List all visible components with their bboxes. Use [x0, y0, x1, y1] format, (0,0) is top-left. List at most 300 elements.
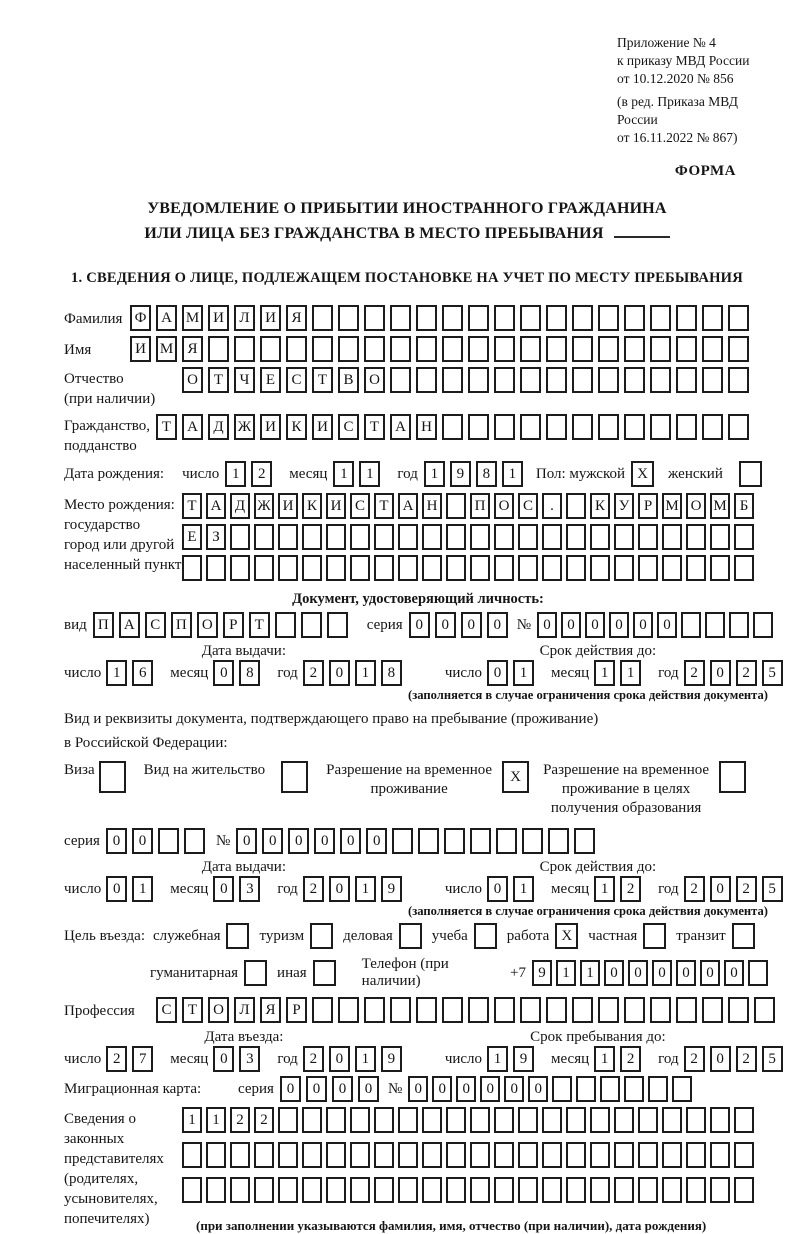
form-cell[interactable] [710, 555, 730, 581]
form-cell[interactable]: С [338, 414, 359, 440]
form-cell[interactable] [638, 555, 658, 581]
form-cell[interactable] [734, 1107, 754, 1133]
form-cell[interactable] [278, 524, 298, 550]
form-cell[interactable] [548, 828, 569, 854]
form-cell[interactable]: 2 [303, 876, 324, 902]
form-cell[interactable]: И [260, 414, 281, 440]
form-cell[interactable]: 0 [528, 1076, 548, 1102]
form-cell[interactable]: 0 [262, 828, 283, 854]
form-cell[interactable] [230, 1177, 250, 1203]
form-cell[interactable]: Д [208, 414, 229, 440]
form-cell[interactable] [686, 1177, 706, 1203]
form-cell[interactable] [662, 1107, 682, 1133]
form-cell[interactable] [598, 336, 619, 362]
form-cell[interactable]: 0 [340, 828, 361, 854]
form-cell[interactable] [312, 997, 333, 1023]
form-cell[interactable] [301, 612, 322, 638]
form-cell[interactable] [350, 1107, 370, 1133]
form-cell[interactable] [672, 1076, 692, 1102]
form-cell[interactable] [686, 524, 706, 550]
form-cell[interactable] [374, 1142, 394, 1168]
form-cell[interactable] [552, 1076, 572, 1102]
form-cell[interactable]: 3 [239, 876, 260, 902]
form-cell[interactable] [182, 1142, 202, 1168]
form-cell[interactable]: 2 [736, 876, 757, 902]
form-cell[interactable]: Н [422, 493, 442, 519]
form-cell[interactable] [518, 1107, 538, 1133]
form-cell[interactable]: Р [286, 997, 307, 1023]
purpose-work-checkbox[interactable]: X [555, 923, 578, 949]
form-cell[interactable] [398, 524, 418, 550]
form-cell[interactable] [442, 336, 463, 362]
form-cell[interactable] [518, 1142, 538, 1168]
form-cell[interactable] [494, 555, 514, 581]
form-cell[interactable]: Я [182, 336, 203, 362]
form-cell[interactable] [662, 524, 682, 550]
form-cell[interactable]: 1 [580, 960, 600, 986]
form-cell[interactable]: Д [230, 493, 250, 519]
form-cell[interactable]: 0 [435, 612, 456, 638]
form-cell[interactable] [350, 555, 370, 581]
form-cell[interactable]: И [278, 493, 298, 519]
form-cell[interactable]: 2 [684, 1046, 705, 1072]
form-cell[interactable]: 0 [710, 876, 731, 902]
form-cell[interactable] [590, 524, 610, 550]
sex-female-checkbox[interactable] [739, 461, 762, 487]
form-cell[interactable] [590, 1107, 610, 1133]
form-cell[interactable]: С [145, 612, 166, 638]
form-cell[interactable] [650, 414, 671, 440]
form-cell[interactable] [734, 1177, 754, 1203]
form-cell[interactable] [364, 997, 385, 1023]
form-cell[interactable]: Е [260, 367, 281, 393]
form-cell[interactable] [546, 305, 567, 331]
form-cell[interactable]: 0 [314, 828, 335, 854]
form-cell[interactable]: 1 [594, 660, 615, 686]
form-cell[interactable]: 5 [762, 1046, 783, 1072]
form-cell[interactable]: 2 [736, 660, 757, 686]
form-cell[interactable] [710, 524, 730, 550]
form-cell[interactable]: С [286, 367, 307, 393]
form-cell[interactable] [614, 1177, 634, 1203]
form-cell[interactable]: 1 [556, 960, 576, 986]
form-cell[interactable]: П [93, 612, 114, 638]
form-cell[interactable] [520, 414, 541, 440]
form-cell[interactable] [278, 555, 298, 581]
form-cell[interactable]: 1 [502, 461, 523, 487]
form-cell[interactable]: М [710, 493, 730, 519]
form-cell[interactable]: 2 [106, 1046, 127, 1072]
form-cell[interactable] [702, 305, 723, 331]
form-cell[interactable] [312, 305, 333, 331]
form-cell[interactable]: 0 [329, 876, 350, 902]
form-cell[interactable] [494, 1107, 514, 1133]
form-cell[interactable]: 1 [620, 660, 641, 686]
form-cell[interactable] [416, 367, 437, 393]
form-cell[interactable] [728, 414, 749, 440]
form-cell[interactable] [422, 555, 442, 581]
form-cell[interactable]: 0 [456, 1076, 476, 1102]
form-cell[interactable] [278, 1142, 298, 1168]
form-cell[interactable] [392, 828, 413, 854]
form-cell[interactable] [302, 1177, 322, 1203]
form-cell[interactable]: 0 [487, 612, 508, 638]
form-cell[interactable] [590, 555, 610, 581]
form-cell[interactable] [572, 414, 593, 440]
form-cell[interactable] [422, 524, 442, 550]
form-cell[interactable] [522, 828, 543, 854]
form-cell[interactable] [184, 828, 205, 854]
form-cell[interactable] [566, 493, 586, 519]
form-cell[interactable] [364, 305, 385, 331]
form-cell[interactable]: 9 [381, 876, 402, 902]
form-cell[interactable]: 0 [487, 660, 508, 686]
form-cell[interactable] [710, 1142, 730, 1168]
form-cell[interactable] [206, 1177, 226, 1203]
form-cell[interactable]: М [156, 336, 177, 362]
form-cell[interactable]: 9 [450, 461, 471, 487]
form-cell[interactable]: 0 [710, 660, 731, 686]
form-cell[interactable]: В [338, 367, 359, 393]
form-cell[interactable]: 0 [132, 828, 153, 854]
form-cell[interactable]: З [206, 524, 226, 550]
form-cell[interactable] [374, 555, 394, 581]
form-cell[interactable]: 0 [700, 960, 720, 986]
form-cell[interactable] [542, 524, 562, 550]
purpose-tourism-checkbox[interactable] [310, 923, 333, 949]
form-cell[interactable]: 0 [537, 612, 557, 638]
form-cell[interactable] [206, 555, 226, 581]
form-cell[interactable]: 1 [424, 461, 445, 487]
form-cell[interactable]: 1 [355, 876, 376, 902]
form-cell[interactable]: 1 [355, 1046, 376, 1072]
form-cell[interactable] [686, 1107, 706, 1133]
form-cell[interactable] [338, 997, 359, 1023]
form-cell[interactable] [468, 367, 489, 393]
form-cell[interactable] [374, 1107, 394, 1133]
form-cell[interactable]: Ж [254, 493, 274, 519]
form-cell[interactable]: О [182, 367, 203, 393]
form-cell[interactable] [705, 612, 725, 638]
form-cell[interactable]: 0 [504, 1076, 524, 1102]
form-cell[interactable] [230, 555, 250, 581]
form-cell[interactable]: 2 [620, 876, 641, 902]
form-cell[interactable]: 0 [236, 828, 257, 854]
form-cell[interactable]: 0 [306, 1076, 327, 1102]
form-cell[interactable]: Е [182, 524, 202, 550]
form-cell[interactable] [662, 1142, 682, 1168]
form-cell[interactable] [278, 1177, 298, 1203]
form-cell[interactable] [234, 336, 255, 362]
form-cell[interactable]: 2 [254, 1107, 274, 1133]
form-cell[interactable] [546, 414, 567, 440]
form-cell[interactable]: 1 [487, 1046, 508, 1072]
form-cell[interactable] [364, 336, 385, 362]
form-cell[interactable]: П [171, 612, 192, 638]
form-cell[interactable] [566, 524, 586, 550]
form-cell[interactable] [286, 336, 307, 362]
form-cell[interactable]: К [286, 414, 307, 440]
form-cell[interactable] [546, 336, 567, 362]
form-cell[interactable]: 6 [132, 660, 153, 686]
form-cell[interactable] [275, 612, 296, 638]
form-cell[interactable]: Я [260, 997, 281, 1023]
form-cell[interactable]: Я [286, 305, 307, 331]
form-cell[interactable] [468, 336, 489, 362]
form-cell[interactable] [676, 414, 697, 440]
form-cell[interactable]: 0 [561, 612, 581, 638]
form-cell[interactable] [590, 1177, 610, 1203]
form-cell[interactable] [518, 1177, 538, 1203]
form-cell[interactable]: 8 [476, 461, 497, 487]
form-cell[interactable] [468, 414, 489, 440]
form-cell[interactable]: Т [208, 367, 229, 393]
form-cell[interactable] [638, 1177, 658, 1203]
form-cell[interactable] [681, 612, 701, 638]
form-cell[interactable] [566, 555, 586, 581]
form-cell[interactable] [444, 828, 465, 854]
form-cell[interactable] [416, 305, 437, 331]
form-cell[interactable] [312, 336, 333, 362]
form-cell[interactable] [598, 997, 619, 1023]
form-cell[interactable]: 0 [106, 876, 127, 902]
form-cell[interactable]: 0 [652, 960, 672, 986]
form-cell[interactable] [614, 1142, 634, 1168]
form-cell[interactable] [734, 1142, 754, 1168]
form-cell[interactable]: 0 [657, 612, 677, 638]
form-cell[interactable] [182, 1177, 202, 1203]
form-cell[interactable] [302, 1107, 322, 1133]
form-cell[interactable] [546, 997, 567, 1023]
form-cell[interactable] [702, 997, 723, 1023]
form-cell[interactable]: 5 [762, 660, 783, 686]
form-cell[interactable]: 9 [381, 1046, 402, 1072]
form-cell[interactable] [326, 1177, 346, 1203]
form-cell[interactable]: 0 [366, 828, 387, 854]
form-cell[interactable]: 1 [594, 876, 615, 902]
form-cell[interactable]: 5 [762, 876, 783, 902]
form-cell[interactable]: Т [156, 414, 177, 440]
rvp-education-checkbox[interactable] [719, 761, 746, 793]
form-cell[interactable] [542, 1177, 562, 1203]
form-cell[interactable] [676, 305, 697, 331]
form-cell[interactable]: 9 [532, 960, 552, 986]
form-cell[interactable]: С [518, 493, 538, 519]
form-cell[interactable] [278, 1107, 298, 1133]
form-cell[interactable] [542, 1107, 562, 1133]
form-cell[interactable] [728, 336, 749, 362]
form-cell[interactable]: Т [312, 367, 333, 393]
purpose-private-checkbox[interactable] [643, 923, 666, 949]
form-cell[interactable]: 2 [684, 876, 705, 902]
form-cell[interactable]: 0 [461, 612, 482, 638]
form-cell[interactable]: Л [234, 997, 255, 1023]
form-cell[interactable] [638, 524, 658, 550]
form-cell[interactable] [470, 555, 490, 581]
form-cell[interactable] [446, 493, 466, 519]
form-cell[interactable] [494, 414, 515, 440]
form-cell[interactable] [446, 524, 466, 550]
form-cell[interactable] [470, 1177, 490, 1203]
form-cell[interactable] [728, 305, 749, 331]
form-cell[interactable]: 0 [213, 660, 234, 686]
form-cell[interactable]: 0 [710, 1046, 731, 1072]
form-cell[interactable] [494, 524, 514, 550]
form-cell[interactable]: 2 [736, 1046, 757, 1072]
form-cell[interactable] [590, 1142, 610, 1168]
form-cell[interactable]: 1 [513, 660, 534, 686]
form-cell[interactable]: Т [364, 414, 385, 440]
form-cell[interactable] [614, 524, 634, 550]
form-cell[interactable]: 1 [132, 876, 153, 902]
form-cell[interactable] [520, 367, 541, 393]
form-cell[interactable]: И [260, 305, 281, 331]
form-cell[interactable] [338, 305, 359, 331]
form-cell[interactable] [326, 1142, 346, 1168]
form-cell[interactable] [374, 1177, 394, 1203]
form-cell[interactable]: 2 [251, 461, 272, 487]
form-cell[interactable] [326, 524, 346, 550]
form-cell[interactable]: К [302, 493, 322, 519]
form-cell[interactable]: 9 [513, 1046, 534, 1072]
form-cell[interactable]: 2 [230, 1107, 250, 1133]
form-cell[interactable]: 0 [676, 960, 696, 986]
form-cell[interactable]: Ч [234, 367, 255, 393]
form-cell[interactable] [390, 305, 411, 331]
form-cell[interactable] [398, 1107, 418, 1133]
form-cell[interactable] [572, 305, 593, 331]
form-cell[interactable] [566, 1177, 586, 1203]
form-cell[interactable] [208, 336, 229, 362]
form-cell[interactable] [398, 1142, 418, 1168]
form-cell[interactable]: У [614, 493, 634, 519]
form-cell[interactable]: 0 [329, 660, 350, 686]
form-cell[interactable]: Т [182, 997, 203, 1023]
form-cell[interactable] [598, 367, 619, 393]
purpose-other-checkbox[interactable] [313, 960, 336, 986]
form-cell[interactable]: 1 [359, 461, 380, 487]
form-cell[interactable] [446, 1177, 466, 1203]
form-cell[interactable] [734, 555, 754, 581]
form-cell[interactable]: 2 [684, 660, 705, 686]
sex-male-checkbox[interactable]: X [631, 461, 654, 487]
form-cell[interactable] [470, 1142, 490, 1168]
form-cell[interactable] [702, 414, 723, 440]
form-cell[interactable] [518, 555, 538, 581]
form-cell[interactable]: 1 [355, 660, 376, 686]
form-cell[interactable] [542, 555, 562, 581]
form-cell[interactable]: 0 [409, 612, 430, 638]
form-cell[interactable]: Л [234, 305, 255, 331]
form-cell[interactable] [442, 305, 463, 331]
form-cell[interactable]: И [130, 336, 151, 362]
form-cell[interactable] [572, 997, 593, 1023]
form-cell[interactable] [546, 367, 567, 393]
form-cell[interactable] [728, 997, 749, 1023]
form-cell[interactable]: И [312, 414, 333, 440]
rvp-checkbox[interactable]: X [502, 761, 529, 793]
form-cell[interactable] [576, 1076, 596, 1102]
form-cell[interactable]: К [590, 493, 610, 519]
form-cell[interactable] [624, 997, 645, 1023]
form-cell[interactable] [398, 1177, 418, 1203]
form-cell[interactable] [520, 305, 541, 331]
form-cell[interactable] [230, 524, 250, 550]
form-cell[interactable] [566, 1142, 586, 1168]
form-cell[interactable] [676, 997, 697, 1023]
form-cell[interactable]: 0 [628, 960, 648, 986]
form-cell[interactable] [710, 1177, 730, 1203]
form-cell[interactable] [350, 524, 370, 550]
form-cell[interactable] [468, 305, 489, 331]
form-cell[interactable] [518, 524, 538, 550]
form-cell[interactable]: 1 [182, 1107, 202, 1133]
form-cell[interactable]: 2 [620, 1046, 641, 1072]
form-cell[interactable] [624, 1076, 644, 1102]
form-cell[interactable] [350, 1142, 370, 1168]
form-cell[interactable]: 0 [724, 960, 744, 986]
form-cell[interactable]: 1 [225, 461, 246, 487]
form-cell[interactable] [574, 828, 595, 854]
form-cell[interactable] [710, 1107, 730, 1133]
form-cell[interactable] [614, 555, 634, 581]
form-cell[interactable]: А [390, 414, 411, 440]
form-cell[interactable] [182, 555, 202, 581]
form-cell[interactable]: Ф [130, 305, 151, 331]
form-cell[interactable] [326, 1107, 346, 1133]
form-cell[interactable] [338, 336, 359, 362]
form-cell[interactable]: . [542, 493, 562, 519]
form-cell[interactable]: 0 [288, 828, 309, 854]
form-cell[interactable] [446, 1142, 466, 1168]
form-cell[interactable] [230, 1142, 250, 1168]
form-cell[interactable]: 1 [206, 1107, 226, 1133]
form-cell[interactable]: Р [638, 493, 658, 519]
form-cell[interactable]: Б [734, 493, 754, 519]
form-cell[interactable]: 2 [303, 660, 324, 686]
form-cell[interactable] [650, 336, 671, 362]
residence-permit-checkbox[interactable] [281, 761, 308, 793]
form-cell[interactable] [753, 612, 773, 638]
form-cell[interactable]: Р [223, 612, 244, 638]
form-cell[interactable]: А [398, 493, 418, 519]
form-cell[interactable]: Т [249, 612, 270, 638]
form-cell[interactable]: 0 [604, 960, 624, 986]
form-cell[interactable] [676, 367, 697, 393]
form-cell[interactable] [496, 828, 517, 854]
form-cell[interactable]: 0 [633, 612, 653, 638]
form-cell[interactable] [327, 612, 348, 638]
form-cell[interactable]: 0 [213, 1046, 234, 1072]
form-cell[interactable] [442, 367, 463, 393]
purpose-transit-checkbox[interactable] [732, 923, 755, 949]
form-cell[interactable] [729, 612, 749, 638]
form-cell[interactable]: 0 [358, 1076, 379, 1102]
form-cell[interactable]: 0 [329, 1046, 350, 1072]
form-cell[interactable]: А [182, 414, 203, 440]
form-cell[interactable]: 7 [132, 1046, 153, 1072]
form-cell[interactable] [442, 414, 463, 440]
form-cell[interactable]: 0 [432, 1076, 452, 1102]
form-cell[interactable]: М [182, 305, 203, 331]
form-cell[interactable] [418, 828, 439, 854]
form-cell[interactable] [446, 1107, 466, 1133]
form-cell[interactable]: 0 [332, 1076, 353, 1102]
form-cell[interactable] [598, 305, 619, 331]
form-cell[interactable] [254, 1177, 274, 1203]
purpose-official-checkbox[interactable] [226, 923, 249, 949]
form-cell[interactable]: 8 [239, 660, 260, 686]
